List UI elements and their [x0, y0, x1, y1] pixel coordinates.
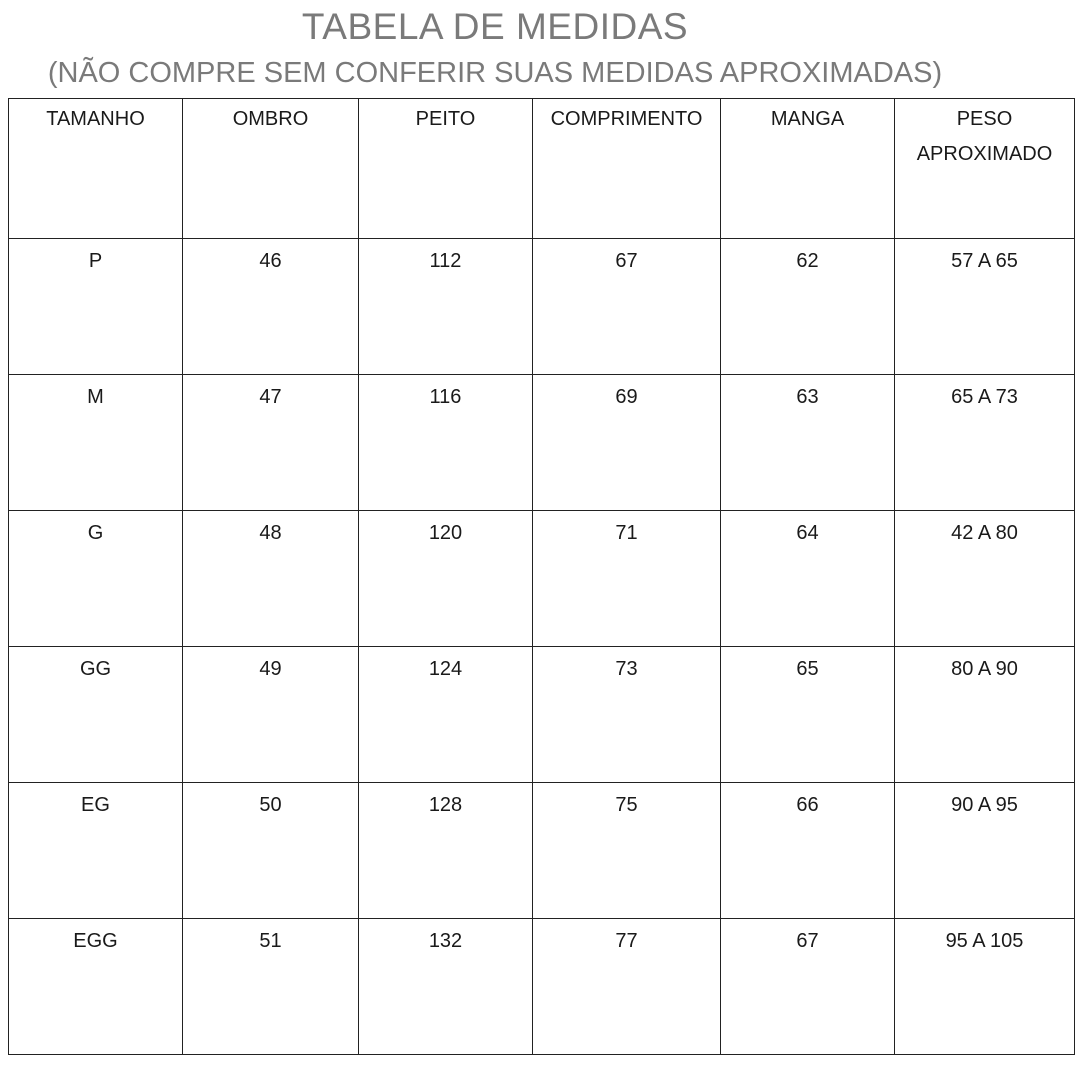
cell-peso: 57 A 65 — [895, 239, 1075, 375]
cell-manga: 63 — [721, 375, 895, 511]
table-header-row — [9, 99, 1075, 239]
cell-peso: 65 A 73 — [895, 375, 1075, 511]
cell-tamanho: GG — [9, 647, 183, 783]
size-table — [8, 98, 1075, 1055]
cell-peito: 116 — [359, 375, 533, 511]
cell-manga: 64 — [721, 511, 895, 647]
cell-manga: 67 — [721, 919, 895, 1055]
peso-header-line-2: APROXIMADO — [916, 143, 1053, 165]
column-header-ombro: OMBRO — [183, 99, 359, 239]
cell-tamanho: EGG — [9, 919, 183, 1055]
column-header-tamanho: TAMANHO — [9, 99, 183, 239]
cell-tamanho: G — [9, 511, 183, 647]
cell-comprimento: 75 — [533, 783, 721, 919]
cell-ombro: 49 — [183, 647, 359, 783]
cell-peso: 90 A 95 — [895, 783, 1075, 919]
page-subtitle: (NÃO COMPRE SEM CONFERIR SUAS MEDIDAS APROXIMADAS) — [47, 57, 943, 89]
cell-peito: 112 — [359, 239, 533, 375]
cell-comprimento: 73 — [533, 647, 721, 783]
peso-header-line-1: PESO — [956, 108, 1013, 130]
cell-manga: 62 — [721, 239, 895, 375]
cell-peito: 128 — [359, 783, 533, 919]
cell-comprimento: 69 — [533, 375, 721, 511]
column-header-comprimento: COMPRIMENTO — [533, 99, 721, 239]
cell-ombro: 47 — [183, 375, 359, 511]
cell-comprimento: 67 — [533, 239, 721, 375]
cell-ombro: 50 — [183, 783, 359, 919]
cell-tamanho: EG — [9, 783, 183, 919]
cell-comprimento: 77 — [533, 919, 721, 1055]
table-row — [9, 783, 1075, 919]
table-row — [9, 511, 1075, 647]
cell-comprimento: 71 — [533, 511, 721, 647]
table-row — [9, 647, 1075, 783]
cell-ombro: 46 — [183, 239, 359, 375]
cell-tamanho: M — [9, 375, 183, 511]
table-row — [9, 239, 1075, 375]
cell-ombro: 51 — [183, 919, 359, 1055]
cell-peito: 132 — [359, 919, 533, 1055]
column-header-peso-aproximado — [895, 99, 1075, 239]
table-row — [9, 375, 1075, 511]
page-title: TABELA DE MEDIDAS — [301, 6, 689, 47]
table-row — [9, 919, 1075, 1055]
cell-manga: 65 — [721, 647, 895, 783]
cell-manga: 66 — [721, 783, 895, 919]
cell-peito: 124 — [359, 647, 533, 783]
cell-peso: 42 A 80 — [895, 511, 1075, 647]
cell-peito: 120 — [359, 511, 533, 647]
column-header-manga: MANGA — [721, 99, 895, 239]
cell-ombro: 48 — [183, 511, 359, 647]
cell-peso: 80 A 90 — [895, 647, 1075, 783]
column-header-peito: PEITO — [359, 99, 533, 239]
cell-tamanho: P — [9, 239, 183, 375]
cell-peso: 95 A 105 — [895, 919, 1075, 1055]
